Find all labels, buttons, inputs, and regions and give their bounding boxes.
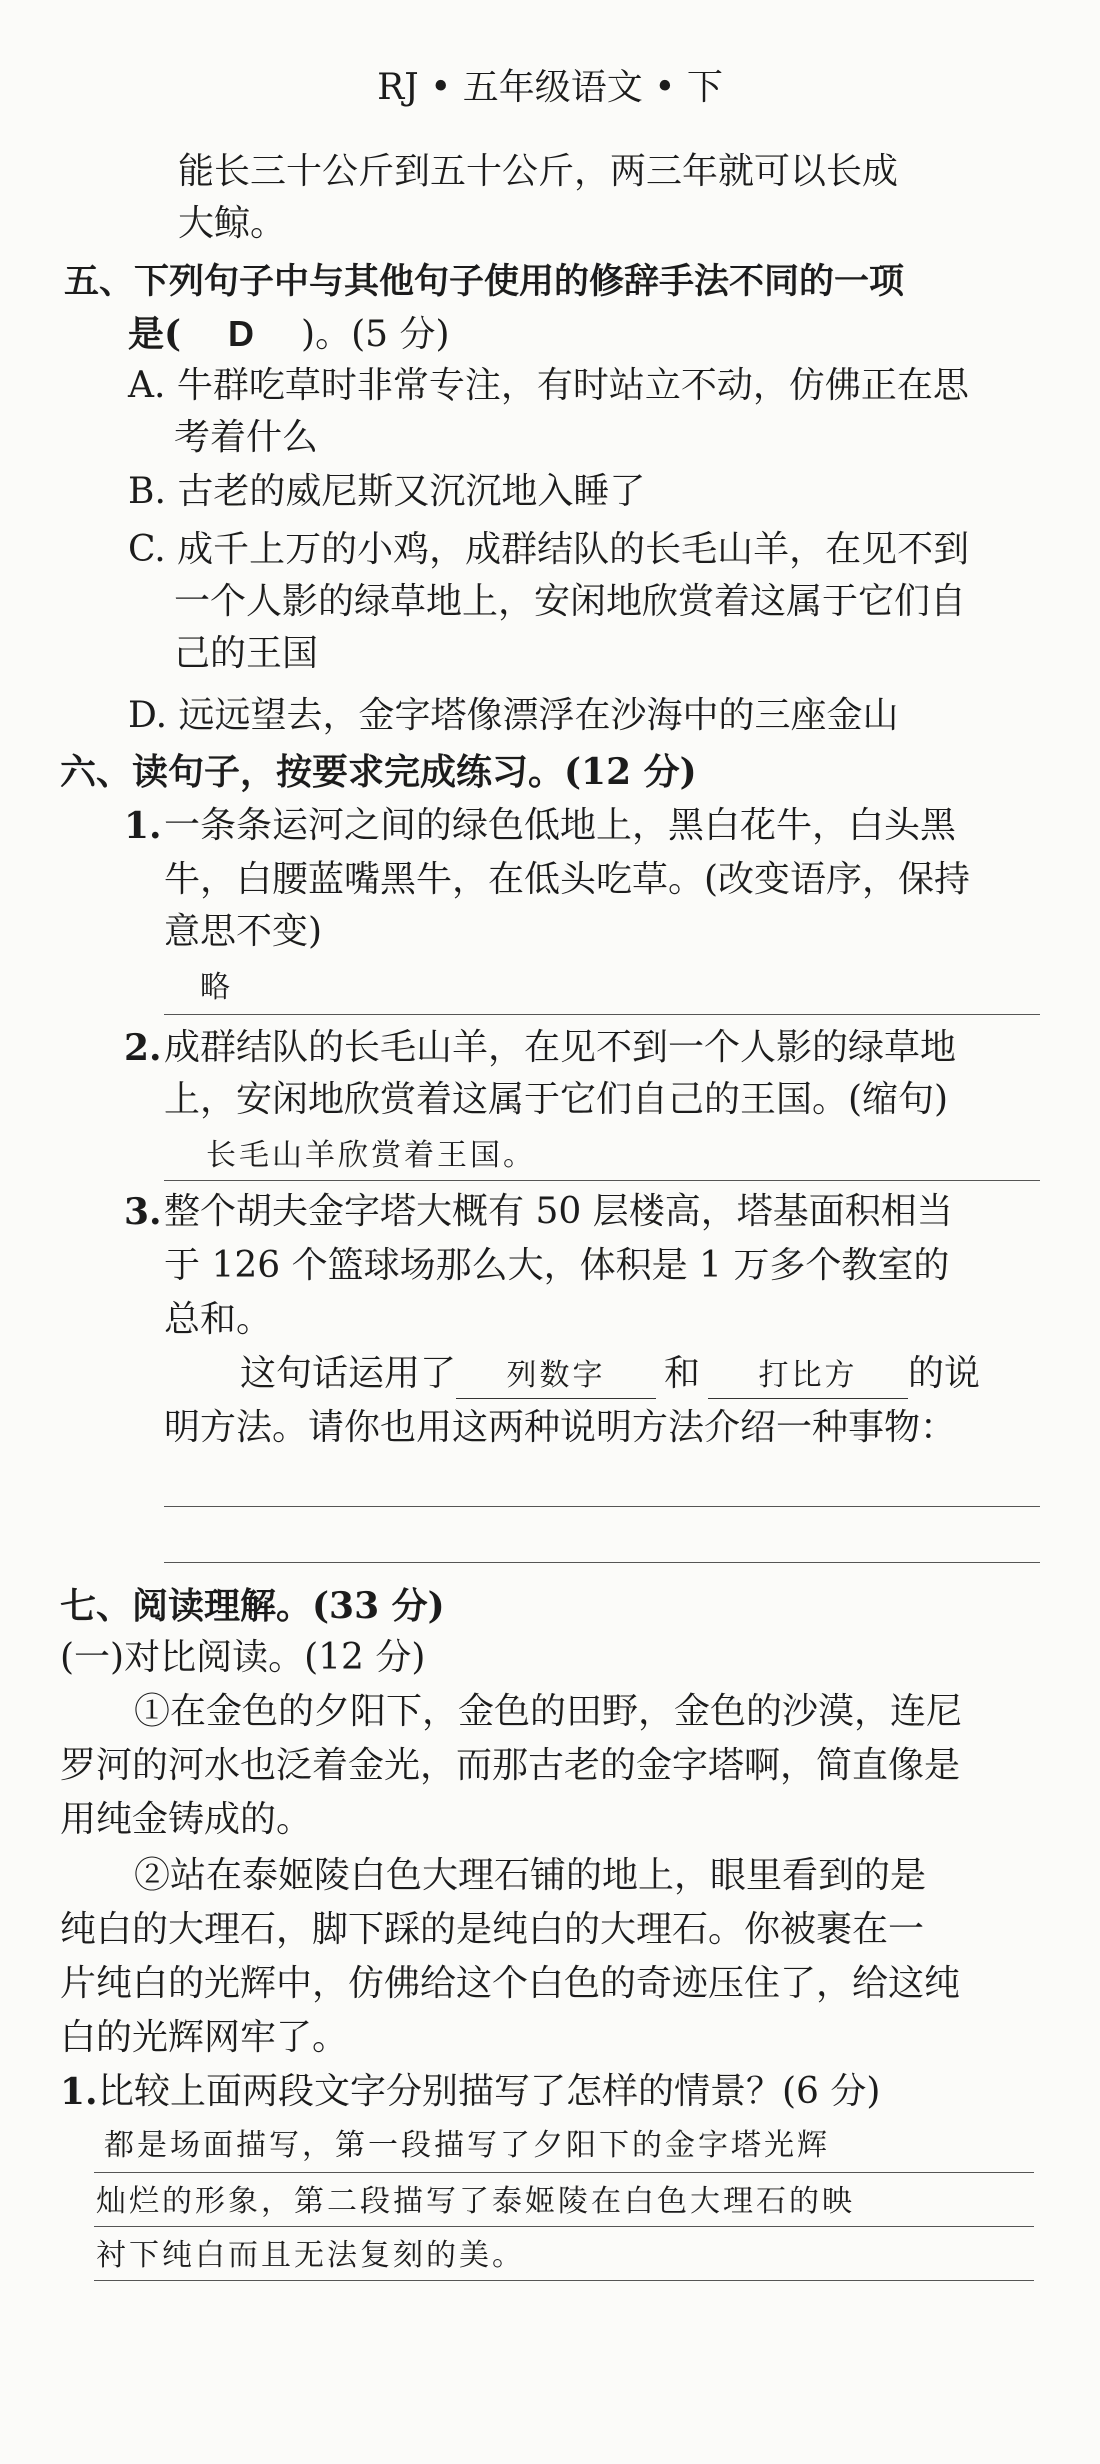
fill-suffix: 的说: [908, 1353, 981, 1394]
fill-mid: 和: [664, 1353, 701, 1394]
option-a: A. 牛群吃草时非常专注，有时站立不动，仿佛正在思: [128, 365, 969, 406]
handwritten-answer: 灿烂的形象，第二段描写了泰姬陵在白色大理石的映: [96, 2184, 855, 2219]
answer-line: [164, 1180, 1040, 1181]
answer-line: [164, 1014, 1040, 1015]
section-5-title-cont: [128, 308, 450, 361]
question-text: 牛，白腰蓝嘴黑牛，在低头吃草。(改变语序，保持: [164, 859, 971, 900]
answer-line: [164, 1506, 1040, 1507]
body-line: 大鲸。: [178, 203, 287, 244]
option-d: D. 远远望去，金字塔像漂浮在沙海中的三座金山: [128, 695, 899, 736]
passage-line: 用纯金铸成的。: [60, 1799, 313, 1840]
passage-line: ②站在泰姬陵白色大理石铺的地上，眼里看到的是: [134, 1855, 927, 1896]
fill-in-sentence: [240, 1348, 980, 1400]
answer-line: [94, 2226, 1034, 2227]
fill-prefix: 这句话运用了: [240, 1353, 457, 1394]
question-text: 上，安闲地欣赏着这属于它们自己的王国。(缩句): [164, 1079, 949, 1120]
section-6-title: 六、读句子，按要求完成练习。(12 分): [60, 751, 697, 793]
option-a-cont: 考着什么: [174, 417, 319, 458]
body-line: 能长三十公斤到五十公斤，两三年就可以长成: [178, 151, 899, 192]
page-header: RJ • 五年级语文 • 下: [377, 67, 723, 108]
question-number: 3.: [124, 1191, 162, 1233]
answer-line: [94, 2280, 1034, 2281]
passage-line: ①在金色的夕阳下，金色的田野，金色的沙漠，连尼: [134, 1691, 963, 1732]
question-text: 于 126 个篮球场那么大，体积是 1 万多个教室的: [164, 1245, 950, 1286]
question-text: 总和。: [164, 1299, 273, 1340]
section-7-title: 七、阅读理解。(33 分): [60, 1585, 445, 1627]
answer-choice: D: [228, 313, 255, 354]
answer-line: [164, 1562, 1040, 1563]
option-c-cont: 己的王国: [174, 633, 319, 674]
option-c-cont: 一个人影的绿草地上，安闲地欣赏着这属于它们自: [174, 581, 967, 622]
question-text: 成群结队的长毛山羊，在见不到一个人影的绿草地: [164, 1027, 957, 1068]
passage-line: 罗河的河水也泛着金光，而那古老的金字塔啊，简直像是: [60, 1745, 961, 1786]
answer-blank-1: [456, 1352, 656, 1399]
passage-line: 片纯白的光辉中，仿佛给这个白色的奇迹压住了，给这纯: [60, 1963, 961, 2004]
handwritten-answer: 长毛山羊欣赏着王国。: [206, 1138, 536, 1173]
subsection-title: (一)对比阅读。(12 分): [60, 1637, 426, 1678]
handwritten-answer: 略: [200, 970, 233, 1005]
question-text: 一条条运河之间的绿色低地上，黑白花牛，白头黑: [164, 805, 957, 846]
option-b: B. 古老的威尼斯又沉沉地入睡了: [128, 471, 646, 512]
passage-line: 纯白的大理石，脚下踩的是纯白的大理石。你被裹在一: [60, 1909, 925, 1950]
title-prefix: 是(: [128, 313, 182, 355]
answer-blank-2: [708, 1352, 908, 1399]
question-text: 意思不变): [164, 911, 323, 952]
option-c: C. 成千上万的小鸡，成群结队的长毛山羊，在见不到: [128, 529, 970, 570]
question-number: 2.: [124, 1027, 162, 1069]
handwritten-answer: 打比方: [758, 1358, 858, 1393]
question-text: 明方法。请你也用这两种说明方法介绍一种事物：: [164, 1407, 957, 1448]
question-text: 比较上面两段文字分别描写了怎样的情景？(6 分): [98, 2071, 881, 2112]
question-text: 整个胡夫金字塔大概有 50 层楼高，塔基面积相当: [164, 1191, 953, 1232]
title-suffix: )。(5 分): [301, 314, 450, 355]
section-5-title: 五、下列句子中与其他句子使用的修辞手法不同的一项: [64, 261, 905, 302]
question-number: 1.: [124, 805, 162, 847]
handwritten-answer: 都是场面描写，第一段描写了夕阳下的金字塔光辉: [104, 2128, 830, 2163]
handwritten-answer: 列数字: [506, 1358, 606, 1393]
handwritten-answer: 衬下纯白而且无法复刻的美。: [96, 2238, 525, 2273]
passage-line: 白的光辉网牢了。: [60, 2017, 349, 2058]
question-number: 1.: [60, 2071, 98, 2113]
answer-line: [94, 2172, 1034, 2173]
